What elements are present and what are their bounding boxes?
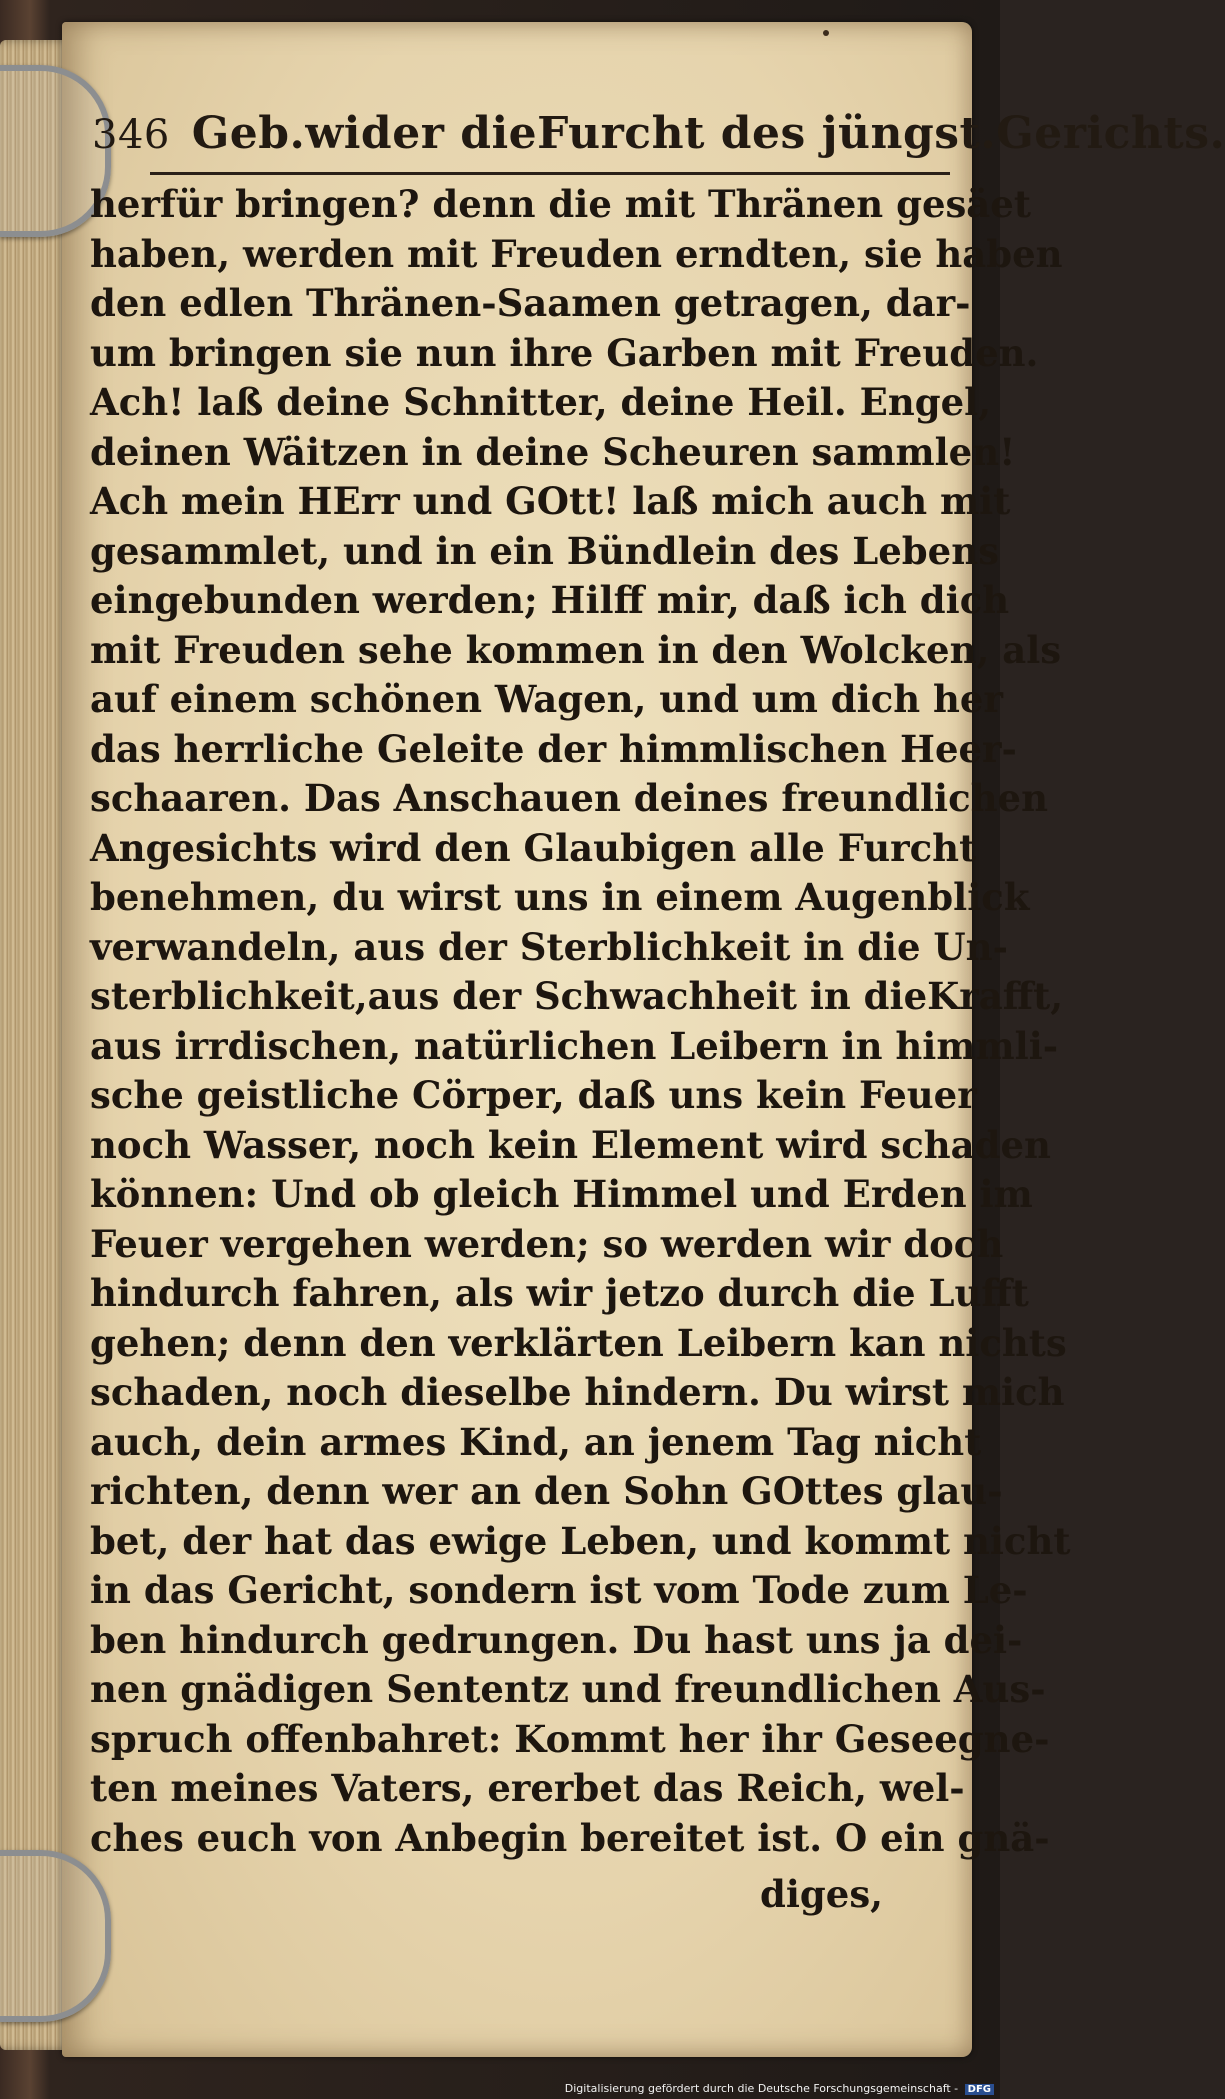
text-line: gehen; denn den verklärten Leibern kan nichts <box>90 1320 1067 1365</box>
digitization-credit <box>565 2082 994 2095</box>
text-line: spruch offenbahret: Kommt her ihr Geseegne- <box>90 1716 1050 1761</box>
text-line: auf einem schönen Wagen, und um dich her <box>90 677 1003 721</box>
catchword: diges, <box>760 1872 884 1916</box>
dfg-logo: DFG <box>965 2084 994 2095</box>
page-number: 346 <box>92 112 170 158</box>
text-line: das herrliche Geleite der himmlischen Heer- <box>90 726 1017 771</box>
running-header <box>92 108 1225 159</box>
text-line: Ach! laß deine Schnitter, deine Heil. Engel, <box>90 380 992 424</box>
text-line: ben hindurch gedrungen. Du hast uns ja dei- <box>90 1617 1023 1662</box>
text-line: eingebunden werden; Hilff mir, daß ich dich <box>90 578 1010 622</box>
text-line: haben, werden mit Freuden erndten, sie haben <box>90 231 1063 276</box>
text-line: herfür bringen? denn die mit Thränen gesäet <box>90 182 1031 226</box>
text-line: verwandeln, aus der Sterblichkeit in die Un- <box>90 924 1008 969</box>
text-line: Angesichts wird den Glaubigen alle Furcht <box>90 825 977 870</box>
text-line: Feuer vergehen werden; so werden wir doch <box>90 1221 1004 1266</box>
text-line: nen gnädigen Sententz und freundlichen Aus- <box>90 1667 1046 1711</box>
text-line: aus irrdischen, natürlichen Leibern in himmli- <box>90 1023 1059 1068</box>
text-line: richten, denn wer an den Sohn GOttes glau- <box>90 1469 1003 1513</box>
text-line: schaden, noch dieselbe hindern. Du wirst mich <box>90 1370 1065 1414</box>
credit-text: Digitalisierung gefördert durch die Deutsche Forschungsgemeinschaft - <box>564 2082 959 2095</box>
running-title: Geb.wider dieFurcht des jüngst.Gerichts. <box>191 108 1225 159</box>
text-line: auch, dein armes Kind, an jenem Tag nicht <box>90 1419 982 1464</box>
text-line: können: Und ob gleich Himmel und Erden im <box>90 1172 1033 1216</box>
text-line: schaaren. Das Anschauen deines freundlichen <box>90 776 1048 820</box>
text-line: in das Gericht, sondern ist vom Tode zum Le- <box>90 1568 1028 1612</box>
text-line: noch Wasser, noch kein Element wird schaden <box>90 1122 1051 1167</box>
text-line: ches euch von Anbegin bereitet ist. O ein gnä- <box>90 1815 1050 1860</box>
text-line: sterblichkeit,aus der Schwachheit in dieKrafft, <box>90 974 1064 1018</box>
text-line: benehmen, du wirst uns in einem Augenblick <box>90 875 1030 919</box>
text-line: den edlen Thränen-Saamen getragen, dar- <box>90 281 971 325</box>
text-line: ten meines Vaters, ererbet das Reich, wel- <box>90 1766 965 1810</box>
body-text <box>90 180 1071 1863</box>
text-line: bet, der hat das ewige Leben, und kommt nicht <box>90 1518 1071 1563</box>
text-line: mit Freuden sehe kommen in den Wolcken, als <box>90 627 1062 672</box>
text-line: sche geistliche Cörper, daß uns kein Feuer <box>90 1073 977 1117</box>
bottom-clasp <box>0 1850 111 2022</box>
text-line: Ach mein HErr und GOtt! laß mich auch mit <box>90 479 1011 523</box>
text-line: hindurch fahren, als wir jetzo durch die Lufft <box>90 1271 1029 1315</box>
text-line: deinen Wäitzen in deine Scheuren sammlen! <box>90 429 1016 474</box>
text-line: gesammlet, und in ein Bündlein des Lebens <box>90 528 999 573</box>
header-rule <box>150 172 950 175</box>
text-line: um bringen sie nun ihre Garben mit Freuden. <box>90 330 1039 375</box>
ink-spot <box>823 30 829 36</box>
